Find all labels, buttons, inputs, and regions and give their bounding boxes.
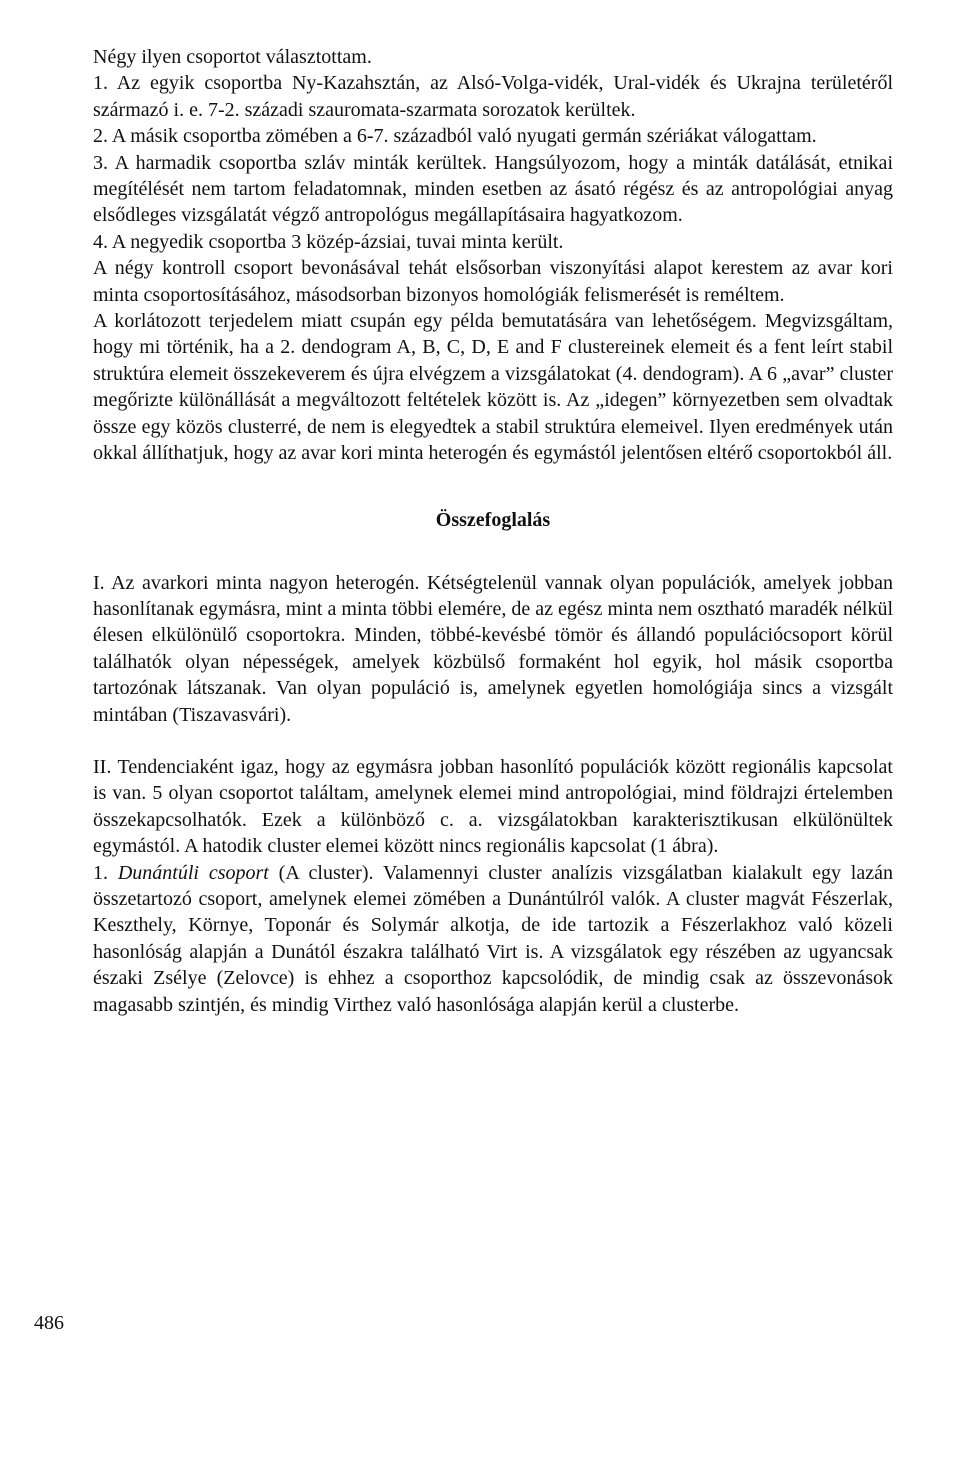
dunantuli-paragraph <box>93 860 893 1018</box>
group-2: 2. A másik csoportba zömében a 6-7. századból való nyugati germán szériákat válogattam. <box>93 125 817 148</box>
example-paragraph: A korlátozott terjedelem miatt csupán egy példa bemutatására van lehetőségem. Megvizsgáltam, hogy mi történik, ha a 2. dendogram A, B, C, D, E and F clustereinek elemeit és a fent leírt stabil struktúra elemeit összekeverem és újra elvégzem a vizsgálatokat (4. dendogram). A 6 „avar” cluster megőrizte különállását a megváltozott feltételek között is. Az „idegen” környezetben sem olvadtak össze egy közös clusterré, de nem is elegyedtek a stabil struktúra elemeivel. Ilyen eredmények után okkal állíthatjuk, hogy az avar kori minta heterogén és egymástól jelentősen eltérő csoportokból áll. <box>93 310 893 465</box>
dunantuli-number: 1. <box>93 861 108 884</box>
intro-line: Négy ilyen csoportot választottam. <box>93 46 372 68</box>
dunantuli-title: Dunántúli csoport <box>117 861 269 884</box>
summary-section <box>93 570 893 1019</box>
dunantuli-text: (A cluster). Valamennyi cluster analízis vizsgálatban kialakult egy lazán összetartozó csoport, amelynek elemei zömében a Dunántúlról valók. A cluster magvát Fészerlak, Keszthely, Környe, Toponár és Solymár alkotja, de ide tartozik a Fészerlakhoz való közeli hasonlóság alapján a Dunától északra található Virt is. A vizsgálatok egy részében az ugyancsak északi Zsélye (Zelovce) is ehhez a csoporthoz kapcsolódik, de mindig csak az összevonások magasabb szintjén, és mindig Virthez való hasonlósága alapján kerül a clusterbe. <box>93 861 893 1016</box>
summary-I: I. Az avarkori minta nagyon heterogén. Kétségtelenül vannak olyan populációk, amelyek jobban hasonlítanak egymásra, mint a minta többi elemére, de az egész minta nem osztható maradék nélkül élesen elkülönülő csoportokra. Minden, többé-kevésbé tömör és állandó populációcsoport körül találhatók olyan népességek, amelyek közbülső formaként hol egyik, hol másik csoportba tartozónak látszanak. Van olyan populáció is, amelynek egyetlen homológiája sincs a vizsgált mintában (Tiszavasvári). <box>93 571 893 726</box>
summary-II: II. Tendenciaként igaz, hogy az egymásra jobban hasonlító populációk között regionális kapcsolat is van. 5 olyan csoportot találtam, amelynek elemei mind antropológiai, mind földrajzi értelemben összekapcsolhatók. Ezek a különböző c. a. vizsgálatokban karakterisztikusan elkülönültek egymástól. A hatodik cluster elemei között nincs regionális kapcsolat (1 ábra). <box>93 755 893 858</box>
control-paragraph: A négy kontroll csoport bevonásával tehát elsősorban viszonyítási alapot kerestem az avar kori minta csoportosításához, másodsorban bizonyos homológiák felismerését is reméltem. <box>93 257 893 306</box>
page-body <box>93 44 893 1018</box>
page-number: 486 <box>34 1312 64 1334</box>
summary-heading: Összefoglalás <box>435 508 551 531</box>
group-4: 4. A negyedik csoportba 3 közép-ázsiai, tuvai minta került. <box>93 230 564 253</box>
methods-section <box>93 44 893 467</box>
group-1: 1. Az egyik csoportba Ny-Kazahsztán, az Alsó-Volga-vidék, Ural-vidék és Ukrajna területéről származó i. e. 7-2. századi szauromata-szarmata sorozatok kerültek. <box>93 72 893 121</box>
group-3: 3. A harmadik csoportba szláv minták kerültek. Hangsúlyozom, hogy a minták datálását, etnikai megítélését nem tartom feladatomnak, minden esetben az ásató régész és az antropológiai anyag elsődleges vizsgálatát végző antropológus megállapításaira hagyatkozom. <box>93 151 893 227</box>
